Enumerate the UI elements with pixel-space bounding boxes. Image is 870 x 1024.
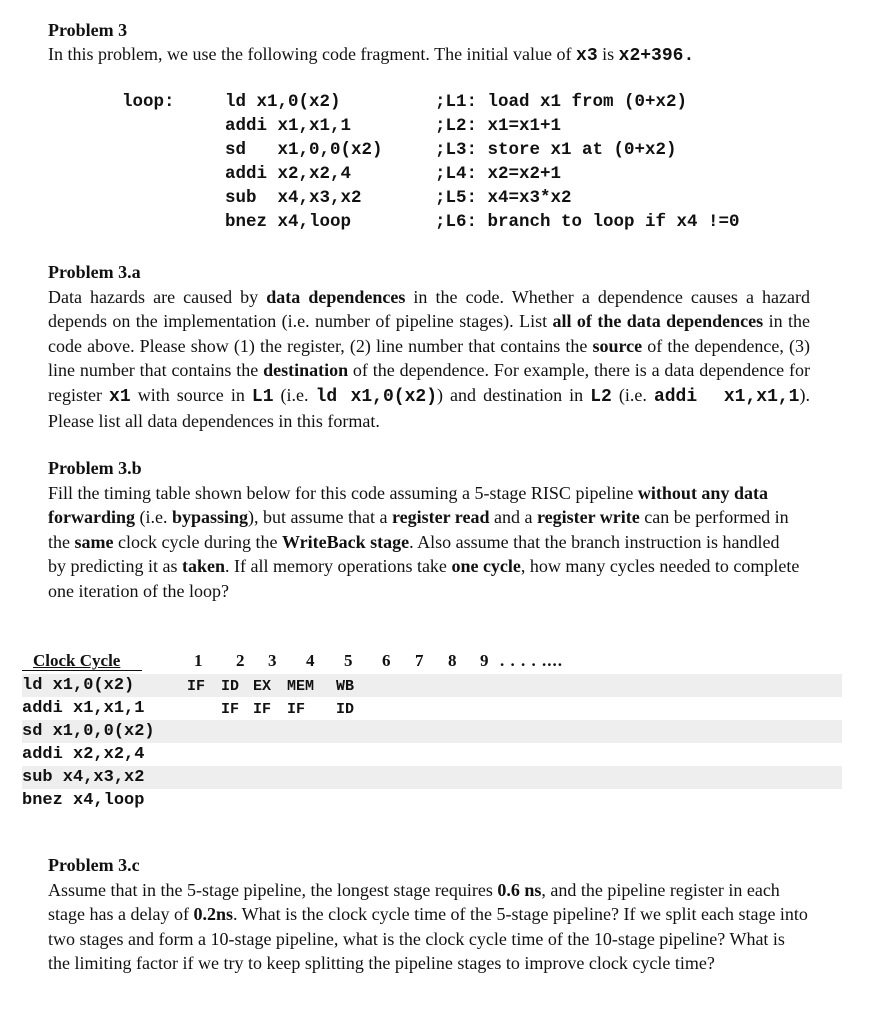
problem-3c-title: Problem 3.c <box>48 855 140 875</box>
table-header-divider <box>22 670 142 671</box>
cycle-number: 5 <box>344 651 353 670</box>
problem-3a-title: Problem 3.a <box>48 262 141 282</box>
stage-cell: IF <box>187 678 206 695</box>
problem-3-title: Problem 3 <box>48 20 128 40</box>
code-comment-l6: ;L6: branch to loop if x4 !=0 <box>435 212 740 232</box>
problem-3b-title: Problem 3.b <box>48 458 142 478</box>
code-instr-l5: sub x4,x3,x2 <box>225 188 362 208</box>
cycle-number: 4 <box>306 651 315 670</box>
code-comment-l5: ;L5: x4=x3*x2 <box>435 188 572 208</box>
cycle-number: 9 <box>480 651 489 670</box>
code-instr-l4: addi x2,x2,4 <box>225 164 352 184</box>
code-instr-l6: bnez x4,loop <box>225 212 352 232</box>
code-instr-l1: ld x1,0(x2) <box>225 92 341 112</box>
table-row-label: ld x1,0(x2) <box>22 676 135 695</box>
stage-cell: ID <box>336 701 355 718</box>
stage-cell: IF <box>221 701 240 718</box>
cycle-number: 6 <box>382 651 391 670</box>
code-instr-l2: addi x1,x1,1 <box>225 116 352 136</box>
stage-cell: EX <box>253 678 272 695</box>
cycle-number: 8 <box>448 651 457 670</box>
cycle-number: 2 <box>236 651 245 670</box>
code-comment-l4: ;L4: x2=x2+1 <box>435 164 562 184</box>
cycle-number: 3 <box>268 651 277 670</box>
table-row-label: sd x1,0,0(x2) <box>22 722 155 741</box>
code-instr-l3: sd x1,0,0(x2) <box>225 140 383 160</box>
stage-cell: IF <box>253 701 272 718</box>
cycle-number: 7 <box>415 651 424 670</box>
code-comment-l3: ;L3: store x1 at (0+x2) <box>435 140 677 160</box>
stage-cell: WB <box>336 678 355 695</box>
stage-cell: IF <box>287 701 306 718</box>
cycle-number: 1 <box>194 651 203 670</box>
cycle-ellipsis: . . . . .... <box>500 651 563 670</box>
table-row-label: addi x1,x1,1 <box>22 699 145 718</box>
code-comment-l2: ;L2: x1=x1+1 <box>435 116 562 136</box>
loop-label: loop: <box>122 92 175 112</box>
stage-cell: MEM <box>287 678 315 695</box>
problem-3b-text: Fill the timing table shown below for this code assuming a 5-stage RISC pipeline without any data forwarding (i.e. bypassing), but assume that a register read and a register write can be performed in the same clock cycle during the WriteBack stage. Also assume that the branch instruction is handled by predicting it as taken. If all memory operations take one cycle, how many cycles needed to complete one iteration of the loop? <box>48 483 800 601</box>
problem-3-intro: In this problem, we use the following code fragment. The initial value of x3 is x2+396. <box>48 44 695 66</box>
table-row-label: bnez x4,loop <box>22 791 145 810</box>
stage-cell: ID <box>221 678 240 695</box>
table-row-shade-1 <box>22 674 842 697</box>
table-row-shade-5 <box>22 766 842 789</box>
problem-3a-text: Data hazards are caused by data dependences in the code. Whether a dependence causes a hazard depends on the implementation (i.e. number of pipeline stages). List all of the data dependences in the code above. Please show (1) the register, (2) line number that contains the source of the dependence, (3) line number that contains the destination of the dependence. For example, there is a data dependence for register x1 with source in L1 (i.e. ld x1,0(x2)) and destination in L2 (i.e. addi x1,x1,1). Please list all data dependences in this format. <box>48 287 810 432</box>
table-row-label: sub x4,x3,x2 <box>22 768 145 787</box>
problem-3c-text: Assume that in the 5-stage pipeline, the longest stage requires 0.6 ns, and the pipeline register in each stage has a delay of 0.2ns. What is the clock cycle time of the 5-stage pipeline? If we split each stage into two stages and form a 10-stage pipeline, what is the clock cycle time of the 10-stage pipeline? What is the limiting factor if we try to keep splitting the pipeline stages to improve clock cycle time? <box>48 880 808 974</box>
table-header-clock-cycle: Clock Cycle <box>33 651 121 670</box>
code-comment-l1: ;L1: load x1 from (0+x2) <box>435 92 688 112</box>
table-row-label: addi x2,x2,4 <box>22 745 145 764</box>
